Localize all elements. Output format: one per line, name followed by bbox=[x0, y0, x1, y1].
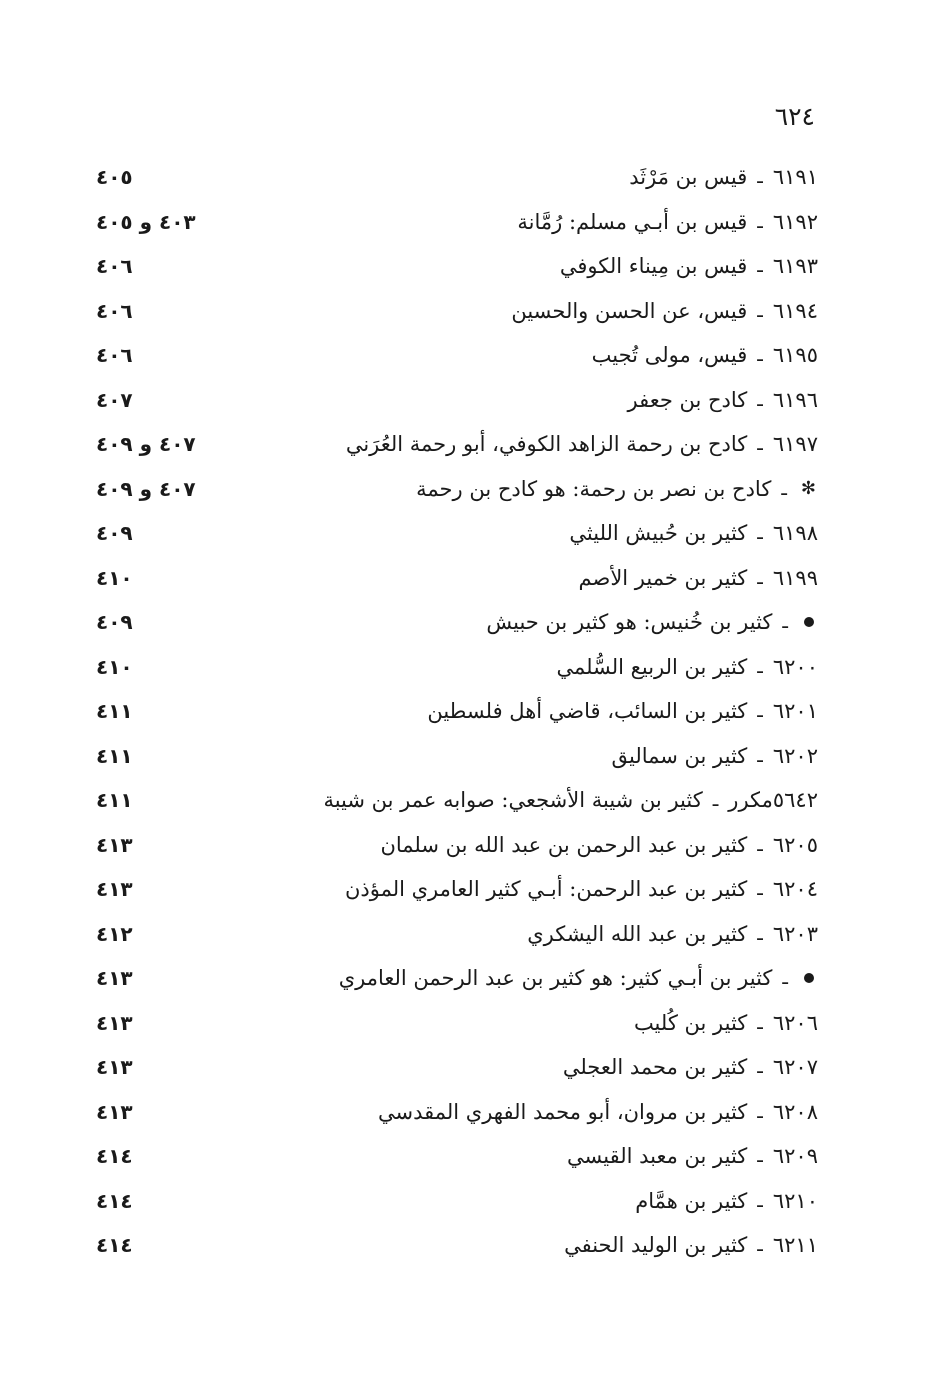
entry-main bbox=[416, 477, 818, 501]
entry-main bbox=[527, 922, 818, 946]
bullet-icon bbox=[804, 617, 814, 627]
entry-main bbox=[627, 388, 818, 412]
entry-main bbox=[511, 299, 818, 323]
index-entry bbox=[96, 378, 818, 423]
entry-name: كثير بن السائب، قاضي أهل فلسطين bbox=[427, 699, 748, 724]
index-entry bbox=[96, 1134, 818, 1179]
entry-separator: ـ bbox=[757, 833, 763, 856]
entry-separator: ـ bbox=[712, 789, 719, 812]
entry-main bbox=[564, 1233, 818, 1257]
index-entry bbox=[96, 1223, 818, 1268]
entry-main bbox=[378, 1100, 818, 1124]
entry-name: كثير بن محمد العجلي bbox=[562, 1055, 748, 1080]
entry-main bbox=[611, 744, 818, 768]
index-entry bbox=[96, 689, 818, 734]
index-entry bbox=[96, 778, 818, 823]
entry-separator: ـ bbox=[781, 477, 787, 500]
entry-separator: ـ bbox=[757, 566, 763, 589]
entry-pages: ٤١٣ bbox=[96, 1099, 133, 1124]
entry-name: كادح بن نصر بن رحمة: هو كادح بن رحمة bbox=[416, 476, 772, 501]
entry-main bbox=[427, 699, 818, 723]
asterisk-icon: ✻ bbox=[800, 478, 816, 500]
index-entry bbox=[96, 556, 818, 601]
entry-name: كثير بن معبد القيسي bbox=[567, 1144, 748, 1169]
index-entries bbox=[96, 155, 818, 1268]
entry-pages: ٤٠٩ bbox=[96, 521, 133, 546]
entry-separator: ـ bbox=[757, 700, 763, 723]
entry-number: ٦١٩٣ bbox=[772, 254, 818, 279]
entry-number: ٥٦٤٢مكرر bbox=[728, 788, 818, 813]
entry-separator: ـ bbox=[757, 1056, 763, 1079]
entry-number: ٦٢٠٥ bbox=[772, 832, 818, 857]
entry-pages: ٤١٣ bbox=[96, 966, 133, 991]
entry-pages: ٤١٣ bbox=[96, 1010, 133, 1035]
entry-main bbox=[634, 1011, 818, 1035]
index-entry bbox=[96, 867, 818, 912]
entry-name: كثير بن عبد الرحمن: أبـي كثير العامري المؤذن bbox=[344, 877, 748, 902]
index-entry bbox=[96, 956, 818, 1001]
entry-pages: ٤١٠ bbox=[96, 565, 133, 590]
entry-number: ٦٢٠٨ bbox=[772, 1099, 818, 1124]
index-entry bbox=[96, 1179, 818, 1224]
entry-main bbox=[569, 521, 818, 545]
entry-pages: ٤١٠ bbox=[96, 654, 133, 679]
entry-separator: ـ bbox=[757, 166, 763, 189]
entry-number: ٦٢٠٧ bbox=[772, 1055, 818, 1080]
index-entry bbox=[96, 289, 818, 334]
entry-number: ٦١٩٦ bbox=[772, 387, 818, 412]
entry-number: ٦٢١١ bbox=[772, 1233, 818, 1258]
entry-pages: ٤٠٩ bbox=[96, 610, 133, 635]
entry-name: قيس، عن الحسن والحسين bbox=[511, 298, 748, 323]
entry-pages: ٤٠٦ bbox=[96, 298, 133, 323]
entry-pages: ٤٠٦ bbox=[96, 254, 133, 279]
entry-separator: ـ bbox=[757, 744, 763, 767]
entry-number: ٦١٩١ bbox=[772, 165, 818, 190]
entry-main bbox=[563, 1055, 818, 1079]
entry-pages: ٤١١ bbox=[96, 699, 133, 724]
entry-separator: ـ bbox=[757, 210, 763, 233]
entry-name: كثير بن عبد الرحمن بن عبد الله بن سلمان bbox=[380, 832, 748, 857]
index-entry bbox=[96, 1045, 818, 1090]
entry-main bbox=[579, 566, 818, 590]
index-entry bbox=[96, 467, 818, 512]
entry-name: كثير بن حُبيش الليثي bbox=[569, 521, 748, 546]
entry-name: قيس، مولى تُجيب bbox=[591, 343, 748, 368]
entry-pages: ٤١٤ bbox=[96, 1233, 133, 1258]
entry-pages: ٤٠٧ و ٤٠٩ bbox=[96, 432, 196, 457]
entry-number: ٦٢٠٣ bbox=[772, 921, 818, 946]
entry-name: كثير بن شيبة الأشجعي: صوابه عمر بن شيبة bbox=[323, 788, 703, 813]
entry-separator: ـ bbox=[757, 1145, 763, 1168]
index-entry bbox=[96, 823, 818, 868]
entry-name: كثير بن خُنيس: هو كثير بن حبيش bbox=[486, 610, 773, 635]
index-entry bbox=[96, 244, 818, 289]
entry-main bbox=[346, 432, 818, 456]
entry-separator: ـ bbox=[757, 1100, 763, 1123]
entry-pages: ٤٠٣ و ٤٠٥ bbox=[96, 209, 196, 234]
entry-name: كثير بن عبد الله اليشكري bbox=[527, 921, 748, 946]
index-entry bbox=[96, 912, 818, 957]
entry-main bbox=[380, 833, 818, 857]
index-entry bbox=[96, 511, 818, 556]
entry-number: ٦٢٠٤ bbox=[772, 877, 818, 902]
index-entry bbox=[96, 155, 818, 200]
entry-separator: ـ bbox=[757, 1234, 763, 1257]
entry-pages: ٤١٣ bbox=[96, 832, 133, 857]
entry-number: ٦٢٠٠ bbox=[772, 654, 818, 679]
entry-separator: ـ bbox=[757, 344, 763, 367]
entry-pages: ٤١١ bbox=[96, 788, 133, 813]
entry-name: كثير بن أبـي كثير: هو كثير بن عبد الرحمن العامري bbox=[338, 966, 773, 991]
entry-pages: ٤١٢ bbox=[96, 921, 133, 946]
entry-name: كادح بن جعفر bbox=[627, 387, 748, 412]
entry-pages: ٤٠٧ bbox=[96, 387, 133, 412]
entry-pages: ٤٠٧ و ٤٠٩ bbox=[96, 476, 196, 501]
entry-pages: ٤١١ bbox=[96, 743, 133, 768]
entry-main bbox=[323, 788, 818, 812]
index-entry bbox=[96, 645, 818, 690]
entry-name: كثير بن خمير الأصم bbox=[578, 565, 748, 590]
entry-main bbox=[517, 210, 818, 234]
entry-pages: ٤١٤ bbox=[96, 1188, 133, 1213]
entry-number: ٦١٩٧ bbox=[772, 432, 818, 457]
entry-name: كثير بن سماليق bbox=[611, 743, 748, 768]
entry-separator: ـ bbox=[757, 255, 763, 278]
index-entry bbox=[96, 200, 818, 245]
index-entry bbox=[96, 734, 818, 779]
entry-number: ٦١٩٤ bbox=[772, 298, 818, 323]
entry-number: ٦٢١٠ bbox=[772, 1188, 818, 1213]
entry-main bbox=[567, 1144, 818, 1168]
entry-name: قيس بن أبـي مسلم: رُمَّانة bbox=[517, 209, 748, 234]
entry-separator: ـ bbox=[757, 388, 763, 411]
entry-main bbox=[345, 877, 818, 901]
entry-main bbox=[629, 165, 818, 189]
entry-number: ٦١٩٨ bbox=[772, 521, 818, 546]
entry-separator: ـ bbox=[757, 922, 763, 945]
entry-main bbox=[339, 966, 818, 990]
entry-name: كثير بن همَّام bbox=[635, 1188, 748, 1213]
entry-main bbox=[556, 655, 818, 679]
entry-separator: ـ bbox=[757, 433, 763, 456]
entry-separator: ـ bbox=[782, 967, 788, 990]
entry-name: كادح بن رحمة الزاهد الكوفي، أبو رحمة العُرَني bbox=[345, 432, 748, 457]
entry-pages: ٤١٤ bbox=[96, 1144, 133, 1169]
entry-number: ٦٢٠٢ bbox=[772, 743, 818, 768]
bullet-icon bbox=[804, 973, 814, 983]
entry-number: ٦١٩٢ bbox=[772, 209, 818, 234]
entry-separator: ـ bbox=[757, 655, 763, 678]
page-number: ٦٢٤ bbox=[774, 102, 815, 131]
entry-name: كثير بن كُليب bbox=[633, 1010, 748, 1035]
entry-pages: ٤١٣ bbox=[96, 1055, 133, 1080]
entry-pages: ٤١٣ bbox=[96, 877, 133, 902]
entry-pages: ٤٠٦ bbox=[96, 343, 133, 368]
entry-number: ٦٢٠١ bbox=[772, 699, 818, 724]
index-entry bbox=[96, 1001, 818, 1046]
index-entry bbox=[96, 600, 818, 645]
entry-separator: ـ bbox=[782, 611, 788, 634]
entry-number: ٦٢٠٩ bbox=[772, 1144, 818, 1169]
entry-separator: ـ bbox=[757, 1011, 763, 1034]
entry-name: كثير بن الربيع السُّلمي bbox=[556, 654, 748, 679]
entry-name: قيس بن مِيناء الكوفي bbox=[559, 254, 748, 279]
entry-separator: ـ bbox=[757, 1189, 763, 1212]
entry-name: قيس بن مَرْثَد bbox=[629, 165, 748, 190]
entry-separator: ـ bbox=[757, 299, 763, 322]
entry-number: ٦١٩٩ bbox=[772, 565, 818, 590]
index-entry bbox=[96, 422, 818, 467]
entry-main bbox=[592, 343, 818, 367]
entry-pages: ٤٠٥ bbox=[96, 165, 133, 190]
index-entry bbox=[96, 1090, 818, 1135]
entry-number: ٦١٩٥ bbox=[772, 343, 818, 368]
entry-separator: ـ bbox=[757, 522, 763, 545]
entry-main bbox=[560, 254, 818, 278]
entry-main bbox=[635, 1189, 818, 1213]
entry-name: كثير بن مروان، أبو محمد الفهري المقدسي bbox=[377, 1099, 748, 1124]
entry-separator: ـ bbox=[757, 878, 763, 901]
entry-number: ٦٢٠٦ bbox=[772, 1010, 818, 1035]
entry-name: كثير بن الوليد الحنفي bbox=[564, 1233, 748, 1258]
entry-main bbox=[486, 610, 818, 634]
index-entry bbox=[96, 333, 818, 378]
